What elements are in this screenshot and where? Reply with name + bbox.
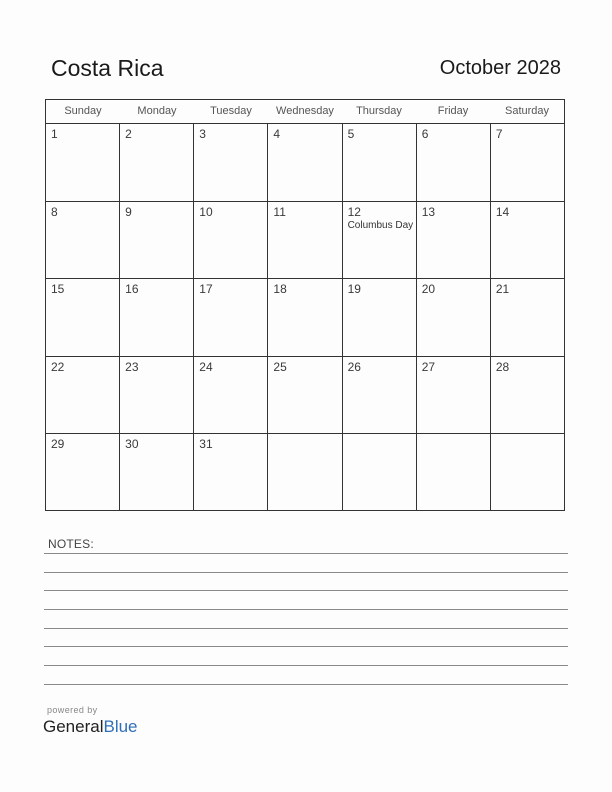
day-cell [491,124,564,201]
day-number: 9 [125,204,132,219]
day-cell [46,124,120,201]
weeks-container [46,124,564,511]
day-cell [120,202,194,279]
note-line [44,590,568,591]
day-cell [194,434,268,511]
day-cell [343,434,417,511]
day-cell [491,357,564,434]
day-cell [268,357,342,434]
weekday-friday: Friday [437,105,469,117]
note-line [44,665,568,666]
weekday-sunday: Sunday [64,105,102,117]
weekday-wednesday: Wednesday [276,105,334,117]
day-cell [194,124,268,201]
day-number: 16 [125,282,139,297]
calendar-grid [45,99,565,511]
week-row [46,202,564,280]
weekday-thursday: Thursday [356,105,402,117]
note-line [44,684,568,685]
week-row [46,434,564,511]
day-number: 17 [199,282,213,297]
day-number: 4 [273,127,281,141]
day-cell [120,434,194,511]
day-number: 7 [495,127,503,141]
week-row [46,279,564,357]
day-number: 19 [347,282,361,297]
day-cell [46,279,120,356]
day-cell [194,279,268,356]
note-line [44,609,568,610]
weekday-monday: Monday [137,105,177,117]
day-number: 13 [421,204,436,219]
day-number: 30 [125,437,139,452]
day-cell [268,434,342,511]
day-number: 24 [199,359,213,374]
country-title: Costa Rica [51,55,164,81]
holiday-label: Columbus Day [347,219,414,231]
day-cell [46,357,120,434]
day-cell [491,434,564,511]
day-cell [268,124,342,201]
day-number: 6 [421,127,429,141]
day-number: 12 [347,204,361,219]
day-number: 5 [347,127,355,141]
day-number: 1 [51,127,58,141]
day-number: 26 [347,359,361,374]
day-cell [46,202,120,279]
day-cell [417,434,491,511]
day-number: 8 [51,204,58,219]
day-cell [417,202,491,279]
powered-by-text: powered by [47,705,98,715]
note-line [44,646,568,647]
note-line [44,628,568,629]
day-cell [491,279,564,356]
day-number: 22 [51,359,65,374]
day-cell [194,357,268,434]
day-cell [343,357,417,434]
month-year-title: October 2028 [439,57,561,79]
day-cell [46,434,120,511]
day-cell [268,279,342,356]
weekday-header-row [46,100,564,124]
day-number: 15 [51,282,65,297]
week-row [46,357,564,435]
note-line [44,572,568,573]
day-cell [343,279,417,356]
brand-blue: Blue [103,717,138,736]
day-number: 29 [51,437,65,452]
day-cell [268,202,342,279]
day-cell [120,124,194,201]
notes-label: NOTES: [48,537,94,551]
day-number: 21 [495,282,510,297]
brand-general: General [43,717,104,736]
day-cell [417,357,491,434]
day-cell [417,124,491,201]
day-number: 31 [199,437,213,452]
day-number: 14 [495,204,510,219]
day-number: 25 [273,359,287,374]
day-number: 11 [273,204,286,219]
day-cell [417,279,491,356]
day-cell [194,202,268,279]
note-line [44,553,568,554]
day-number: 10 [199,204,213,219]
day-cell [343,124,417,201]
day-number: 2 [125,127,132,141]
day-number: 18 [273,282,287,297]
day-cell [343,202,417,279]
day-cell [491,202,564,279]
day-cell [120,357,194,434]
day-number: 23 [125,359,139,374]
generalblue-logo[interactable] [43,717,138,737]
day-cell [120,279,194,356]
weekday-tuesday: Tuesday [210,105,252,117]
weekday-saturday: Saturday [504,105,550,117]
day-number: 27 [421,359,436,374]
day-number: 28 [495,359,510,374]
week-row [46,124,564,202]
day-number: 20 [421,282,436,297]
day-number: 3 [199,127,206,141]
